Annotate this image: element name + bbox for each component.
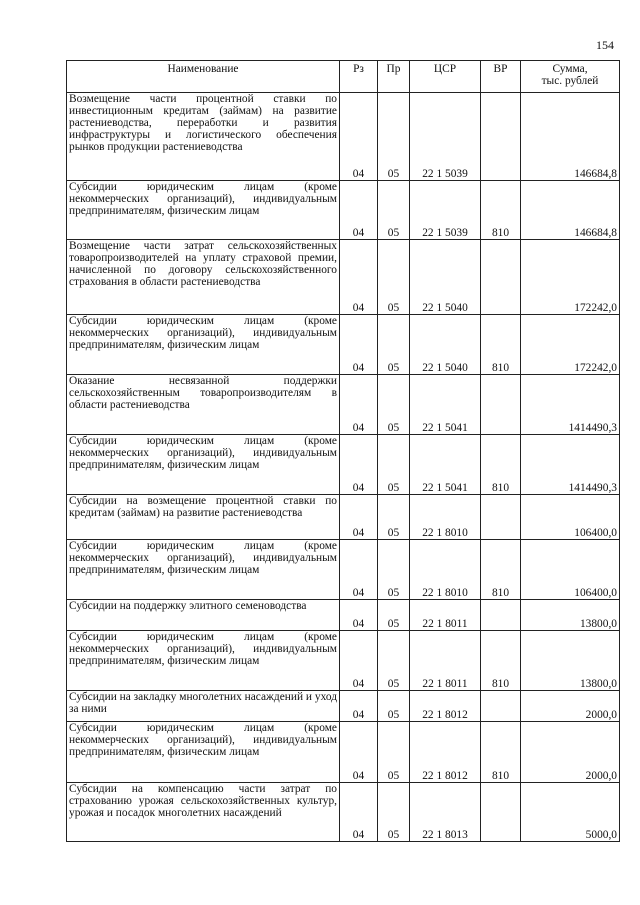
header-pr: Пр — [378, 61, 410, 93]
row-name: Субсидии юридическим лицам (кроме некоммерческих организаций), индивидуальным предпринимателям, физическим лицам — [67, 315, 340, 375]
table-row — [67, 540, 620, 600]
row-sum: 2000,0 — [521, 691, 620, 722]
header-csr: ЦСР — [410, 61, 481, 93]
row-csr: 22 1 8010 — [410, 495, 481, 540]
row-pr: 05 — [378, 540, 410, 600]
row-name: Субсидии на возмещение процентной ставки по кредитам (займам) на развитие растениеводства — [67, 495, 340, 540]
header-sum — [521, 61, 620, 93]
budget-table — [66, 60, 620, 842]
table-row — [67, 495, 620, 540]
row-csr: 22 1 8011 — [410, 631, 481, 691]
row-pr: 05 — [378, 495, 410, 540]
row-pr: 05 — [378, 375, 410, 435]
row-rz: 04 — [340, 783, 378, 842]
row-pr: 05 — [378, 722, 410, 783]
row-csr: 22 1 5040 — [410, 315, 481, 375]
page-number: 154 — [596, 38, 614, 52]
row-csr: 22 1 8013 — [410, 783, 481, 842]
table-row — [67, 783, 620, 842]
row-rz: 04 — [340, 600, 378, 631]
row-sum: 106400,0 — [521, 540, 620, 600]
row-rz: 04 — [340, 495, 378, 540]
header-sum-line2: тыс. рублей — [541, 75, 599, 87]
row-rz: 04 — [340, 435, 378, 495]
row-name: Субсидии юридическим лицам (кроме некоммерческих организаций), индивидуальным предпринимателям, физическим лицам — [67, 722, 340, 783]
row-vr — [481, 783, 521, 842]
row-vr — [481, 375, 521, 435]
row-name: Субсидии на закладку многолетних насаждений и уход за ними — [67, 691, 340, 722]
row-csr: 22 1 8012 — [410, 691, 481, 722]
row-name: Субсидии юридическим лицам (кроме некоммерческих организаций), индивидуальным предпринимателям, физическим лицам — [67, 540, 340, 600]
row-vr — [481, 495, 521, 540]
row-vr — [481, 691, 521, 722]
header-vr: ВР — [481, 61, 521, 93]
row-rz: 04 — [340, 181, 378, 240]
row-csr: 22 1 5040 — [410, 240, 481, 315]
row-vr — [481, 93, 521, 181]
row-rz: 04 — [340, 93, 378, 181]
row-vr: 810 — [481, 435, 521, 495]
row-pr: 05 — [378, 783, 410, 842]
table-row — [67, 435, 620, 495]
row-pr: 05 — [378, 435, 410, 495]
table-row — [67, 375, 620, 435]
row-sum: 13800,0 — [521, 600, 620, 631]
row-sum: 172242,0 — [521, 240, 620, 315]
table-row — [67, 691, 620, 722]
row-vr: 810 — [481, 540, 521, 600]
row-vr: 810 — [481, 722, 521, 783]
row-sum: 13800,0 — [521, 631, 620, 691]
row-name: Субсидии на компенсацию части затрат по страхованию урожая сельскохозяйственных культур, урожая и посадок многолетних насаждений — [67, 783, 340, 842]
row-name: Субсидии на поддержку элитного семеноводства — [67, 600, 340, 631]
table-header-row — [67, 61, 620, 93]
row-vr: 810 — [481, 631, 521, 691]
row-csr: 22 1 8011 — [410, 600, 481, 631]
table-row — [67, 722, 620, 783]
row-name: Субсидии юридическим лицам (кроме некоммерческих организаций), индивидуальным предпринимателям, физическим лицам — [67, 181, 340, 240]
row-rz: 04 — [340, 240, 378, 315]
row-csr: 22 1 5039 — [410, 181, 481, 240]
header-sum-line1: Сумма, — [552, 63, 588, 75]
row-rz: 04 — [340, 631, 378, 691]
row-rz: 04 — [340, 691, 378, 722]
row-vr: 810 — [481, 181, 521, 240]
header-rz: Рз — [340, 61, 378, 93]
row-name: Субсидии юридическим лицам (кроме некоммерческих организаций), индивидуальным предпринимателям, физическим лицам — [67, 631, 340, 691]
row-rz: 04 — [340, 722, 378, 783]
row-sum: 5000,0 — [521, 783, 620, 842]
row-vr — [481, 240, 521, 315]
row-pr: 05 — [378, 240, 410, 315]
row-pr: 05 — [378, 631, 410, 691]
row-csr: 22 1 5041 — [410, 375, 481, 435]
table-row — [67, 315, 620, 375]
row-sum: 2000,0 — [521, 722, 620, 783]
row-pr: 05 — [378, 315, 410, 375]
row-name: Субсидии юридическим лицам (кроме некоммерческих организаций), индивидуальным предпринимателям, физическим лицам — [67, 435, 340, 495]
row-rz: 04 — [340, 375, 378, 435]
row-sum: 146684,8 — [521, 181, 620, 240]
row-csr: 22 1 8010 — [410, 540, 481, 600]
row-sum: 1414490,3 — [521, 435, 620, 495]
table-row — [67, 600, 620, 631]
table-row — [67, 93, 620, 181]
row-csr: 22 1 5039 — [410, 93, 481, 181]
row-sum: 1414490,3 — [521, 375, 620, 435]
row-name: Оказание несвязанной поддержки сельскохозяйственным товаропроизводителям в области растениеводства — [67, 375, 340, 435]
row-sum: 106400,0 — [521, 495, 620, 540]
row-csr: 22 1 5041 — [410, 435, 481, 495]
row-rz: 04 — [340, 315, 378, 375]
row-vr: 810 — [481, 315, 521, 375]
header-name: Наименование — [67, 61, 340, 93]
row-pr: 05 — [378, 93, 410, 181]
row-sum: 146684,8 — [521, 93, 620, 181]
row-pr: 05 — [378, 181, 410, 240]
row-rz: 04 — [340, 540, 378, 600]
table-row — [67, 181, 620, 240]
row-csr: 22 1 8012 — [410, 722, 481, 783]
row-sum: 172242,0 — [521, 315, 620, 375]
table-row — [67, 240, 620, 315]
row-name: Возмещение части затрат сельскохозяйственных товаропроизводителей на уплату страховой премии, начисленной по договору сельскохозяйственного страхования в области растениеводства — [67, 240, 340, 315]
row-pr: 05 — [378, 691, 410, 722]
table-row — [67, 631, 620, 691]
row-vr — [481, 600, 521, 631]
row-name: Возмещение части процентной ставки по инвестиционным кредитам (займам) на развитие растениеводства, переработки и развития инфраструктуры и логистического обеспечения рынков продукции растениеводства — [67, 93, 340, 181]
row-pr: 05 — [378, 600, 410, 631]
